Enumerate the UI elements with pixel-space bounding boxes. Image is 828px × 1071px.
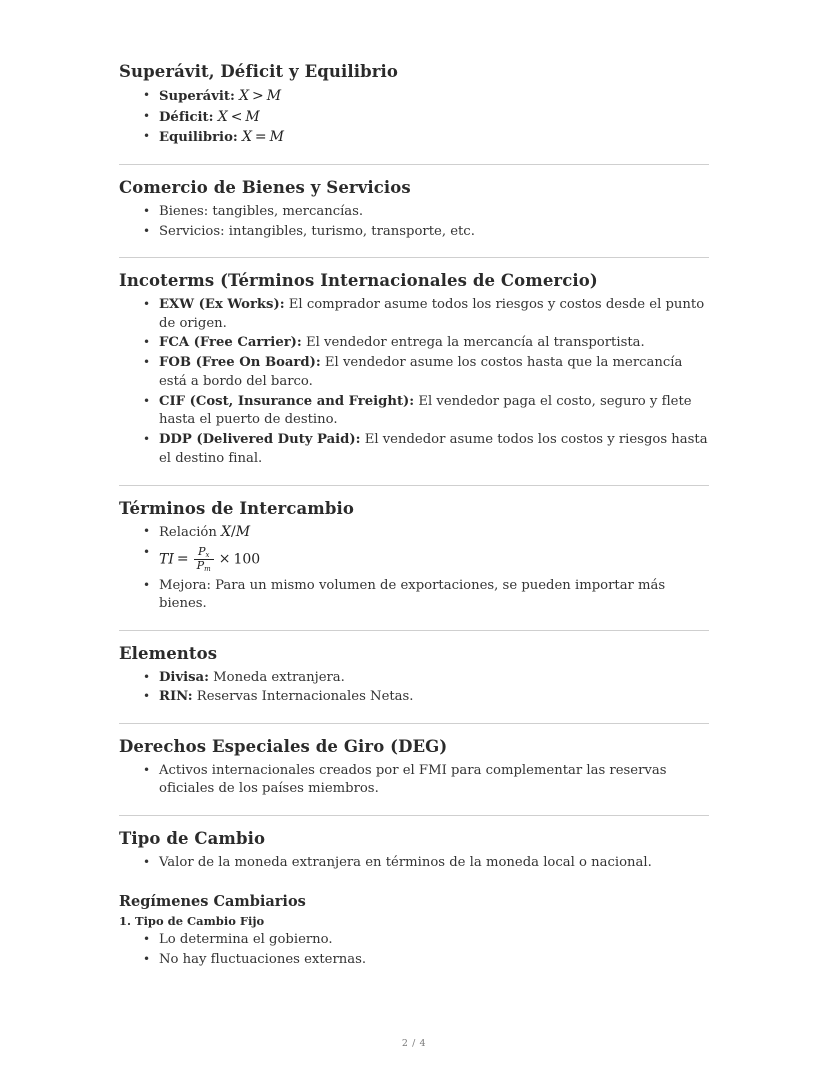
section-divider bbox=[119, 164, 709, 165]
list-item-lead: CIF (Cost, Insurance and Freight): bbox=[159, 393, 415, 409]
list-item bbox=[119, 523, 709, 543]
formula-fraction bbox=[194, 546, 214, 573]
list-item: • No hay fluctuaciones externas. bbox=[119, 951, 709, 970]
math-var-x: X bbox=[241, 129, 252, 146]
list-item-text: El vendedor entrega la mercancía al transportista. bbox=[305, 335, 645, 351]
list-item-lead: FCA (Free Carrier): bbox=[159, 335, 302, 351]
bullet-list bbox=[119, 523, 709, 614]
section-derechos-especiales-giro bbox=[119, 737, 709, 799]
math-expression bbox=[242, 129, 284, 145]
list-item-lead: RIN: bbox=[159, 689, 193, 705]
list-item-text: Moneda extranjera. bbox=[213, 669, 345, 685]
list-item-text: El vendedor asume los costos hasta que la mercancía está a bordo del barco. bbox=[159, 355, 683, 389]
bullet-list bbox=[119, 931, 709, 969]
section-divider bbox=[119, 257, 709, 258]
list-item-text: El vendedor paga el costo, seguro y flete hasta el puerto de destino. bbox=[159, 393, 692, 428]
list-item-lead: Déficit: bbox=[159, 109, 214, 125]
list-item-text: El vendedor asume todos los costos y riesgos hasta el destino final. bbox=[159, 432, 708, 466]
list-item bbox=[119, 354, 709, 391]
section-comercio-bienes-servicios bbox=[119, 178, 709, 241]
list-item bbox=[119, 128, 709, 148]
section-title: Incoterms (Términos Internacionales de Comercio) bbox=[119, 271, 598, 291]
section-title: Comercio de Bienes y Servicios bbox=[119, 178, 411, 198]
list-item bbox=[119, 393, 709, 430]
math-expression bbox=[239, 88, 281, 104]
formula-denominator-subscript: m bbox=[204, 565, 211, 574]
list-item bbox=[119, 334, 709, 353]
bullet-list bbox=[119, 854, 709, 873]
formula-numerator: $P_x$ bbox=[194, 546, 214, 560]
section-superavit-deficit-equilibrio bbox=[119, 62, 709, 148]
list-item bbox=[119, 669, 709, 688]
subsection-title: Regímenes Cambiarios bbox=[119, 892, 306, 910]
bullet-list bbox=[119, 203, 709, 241]
formula-value: 100 bbox=[233, 551, 261, 568]
section-title: Tipo de Cambio bbox=[119, 829, 266, 849]
list-item bbox=[119, 688, 709, 707]
section-title: Elementos bbox=[119, 643, 218, 663]
document-content bbox=[119, 62, 709, 970]
math-var-m: M bbox=[245, 108, 260, 125]
section-title: Términos de Intercambio bbox=[119, 498, 354, 518]
formula-denominator: $P_m$ bbox=[196, 559, 211, 574]
math-var-x: X bbox=[221, 524, 232, 541]
math-ratio bbox=[221, 524, 250, 540]
section-divider bbox=[119, 630, 709, 631]
bullet-list bbox=[119, 669, 709, 707]
list-item-lead: Equilibrio: bbox=[159, 130, 238, 146]
list-item: • Activos internacionales creados por el FMI para complementar las reservas oficiales de los países miembros. bbox=[119, 762, 709, 799]
list-item: • Mejora: Para un mismo volumen de exportaciones, se pueden importar más bienes. bbox=[119, 577, 709, 614]
math-var-x: X bbox=[217, 108, 228, 125]
formula-numerator-subscript: x bbox=[205, 551, 210, 560]
math-var-m: M bbox=[266, 87, 282, 104]
list-item-text: Relación bbox=[159, 525, 222, 541]
list-item-lead: Divisa: bbox=[159, 669, 209, 685]
section-divider bbox=[119, 485, 709, 486]
list-item bbox=[119, 431, 709, 468]
bullet-list bbox=[119, 296, 709, 469]
list-item: • Servicios: intangibles, turismo, transporte, etc. bbox=[119, 223, 709, 242]
math-operator: < bbox=[230, 108, 243, 125]
math-operator: > bbox=[252, 87, 264, 104]
list-item-text: Reservas Internacionales Netas. bbox=[196, 689, 414, 705]
list-item: • Bienes: tangibles, mercancías. bbox=[119, 203, 709, 222]
section-divider bbox=[119, 723, 709, 724]
list-item: • Valor de la moneda extranjera en términos de la moneda local o nacional. bbox=[119, 854, 709, 873]
list-item: • Lo determina el gobierno. bbox=[119, 931, 709, 950]
section-title: Derechos Especiales de Giro (DEG) bbox=[119, 737, 448, 757]
bullet-list bbox=[119, 87, 709, 149]
list-item-lead: DDP (Delivered Duty Paid): bbox=[159, 432, 361, 448]
section-tipo-de-cambio bbox=[119, 829, 709, 872]
list-item-lead: Superávit: bbox=[159, 88, 235, 104]
section-title: Superávit, Déficit y Equilibrio bbox=[119, 62, 398, 81]
section-regimenes-cambiarios bbox=[119, 893, 709, 970]
list-item-lead: EXW (Ex Works): bbox=[159, 296, 285, 312]
regimen-entry-title: 1. Tipo de Cambio Fijo bbox=[119, 914, 265, 929]
list-item-lead: FOB (Free On Board): bbox=[159, 355, 321, 371]
formula-equals: = bbox=[176, 551, 189, 568]
section-divider bbox=[119, 815, 709, 816]
section-terminos-intercambio bbox=[119, 499, 709, 614]
math-slash: / bbox=[231, 524, 236, 541]
formula-lhs: TI bbox=[159, 551, 174, 568]
math-expression bbox=[218, 109, 260, 125]
math-var-x: X bbox=[239, 87, 250, 104]
list-item bbox=[119, 87, 709, 107]
bullet-list bbox=[119, 762, 709, 799]
section-elementos bbox=[119, 644, 709, 707]
section-incoterms bbox=[119, 271, 709, 468]
list-item bbox=[119, 108, 709, 128]
list-item-text: El comprador asume todos los riesgos y costos desde el punto de origen. bbox=[159, 296, 705, 331]
formula-times: × bbox=[218, 551, 231, 568]
list-item bbox=[119, 544, 709, 575]
math-operator: = bbox=[254, 129, 267, 146]
list-item bbox=[119, 296, 709, 333]
math-var-m: M bbox=[269, 129, 284, 146]
math-var-m: M bbox=[235, 524, 251, 541]
page-number: 2 / 4 bbox=[401, 1038, 427, 1049]
page-footer bbox=[0, 1038, 828, 1049]
formula-terms-of-trade bbox=[159, 544, 260, 575]
